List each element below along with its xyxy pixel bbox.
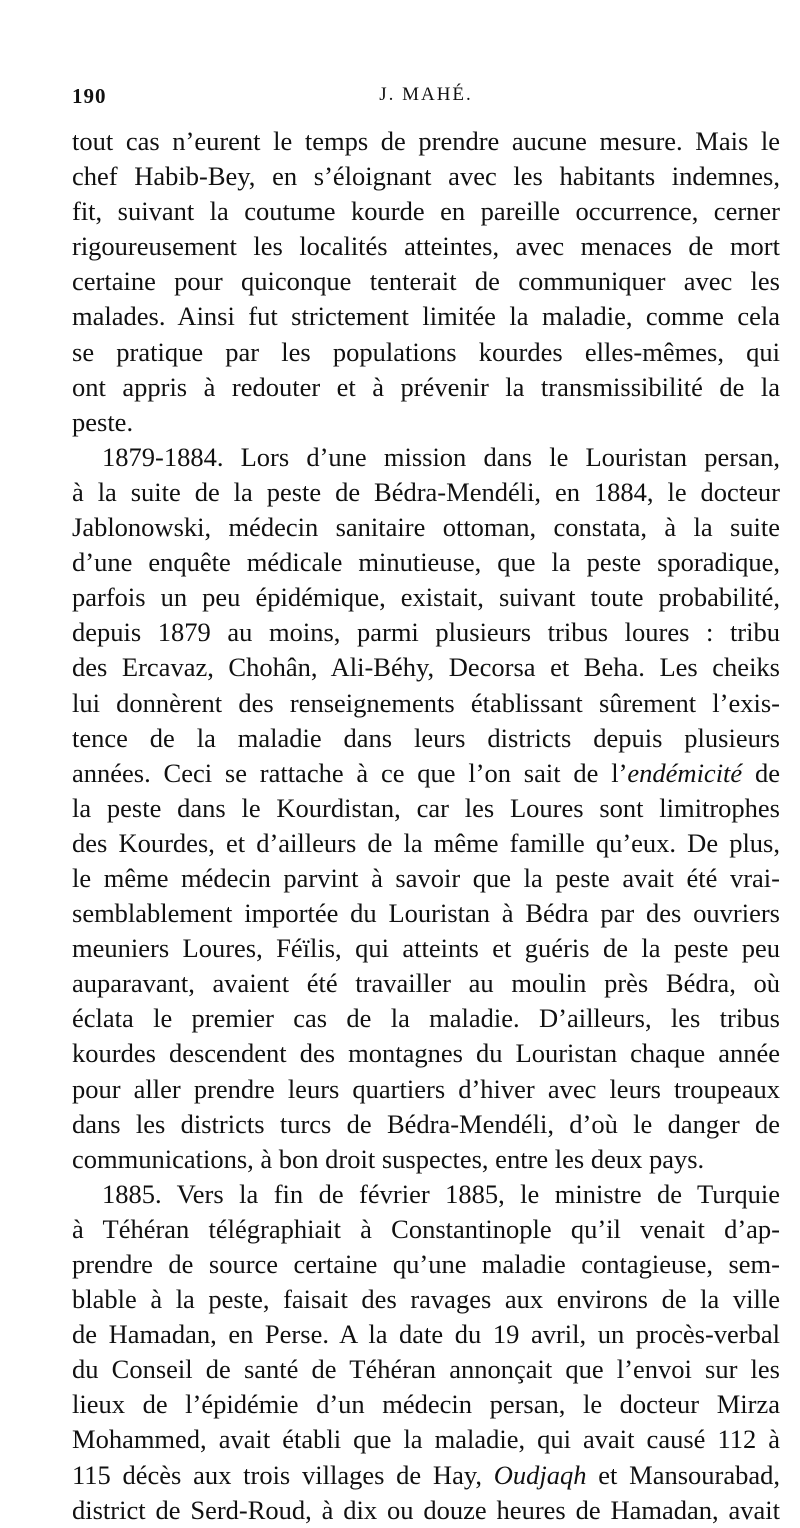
page [72, 84, 780, 1528]
text-line: meuniers Loures, Féïlis, qui atteints et guéris de la peste peu [72, 933, 780, 964]
text-line: du Conseil de santé de Téhéran annonçait que l’envoi sur les [72, 1354, 780, 1385]
text-line: 1879-1884. Lors d’une mission dans le Louristan persan, [102, 441, 780, 472]
text-line: parfois un peu épidémique, existait, suivant toute probabilité, [72, 582, 780, 613]
text-line: tout cas n’eurent le temps de prendre aucune mesure. Mais le [72, 126, 780, 156]
text-line: la peste dans le Kourdistan, car les Loures sont limitrophes [72, 792, 780, 823]
page-number: 190 [72, 84, 107, 108]
text-line: district de Serd-Roud, à dix ou douze heures de Hamadan, avait [72, 1494, 780, 1525]
body-text [72, 124, 780, 1528]
text-line: Jablonowski, médecin sanitaire ottoman, constata, à la suite [72, 512, 780, 543]
text-line: le même médecin parvint à savoir que la peste avait été vrai- [72, 862, 780, 893]
text-segment: 115 décès aux trois villages de Hay, [72, 1459, 482, 1490]
text-line: kourdes descendent des montagnes du Louristan chaque année [72, 1038, 780, 1069]
text-line: lieux de l’épidémie d’un médecin persan, le docteur Mirza [72, 1389, 780, 1420]
text-line: auparavant, avaient été travailler au moulin près Bédra, où [72, 968, 780, 999]
text-line: lui donnèrent des renseignements établissant sûrement l’exis- [72, 687, 780, 718]
emphasis-oudjaqh: Oudjaqh [493, 1459, 587, 1490]
text-line: malades. Ainsi fut strictement limitée la maladie, comme cela [72, 301, 780, 332]
running-head [72, 84, 780, 124]
text-segment: années. Ceci se rattache à ce que l’on sait de l’ [72, 757, 628, 788]
running-title: J. MAHÉ. [379, 84, 473, 105]
text-line: prendre de source certaine qu’une maladie contagieuse, sem- [72, 1249, 780, 1279]
text-line: peste. [72, 406, 134, 437]
text-line: de Hamadan, en Perse. A la date du 19 avril, un procès-verbal [72, 1319, 780, 1350]
text-line: tence de la maladie dans leurs districts depuis plusieurs [72, 722, 780, 753]
text-line: rigoureusement les localités atteintes, avec menaces de mort [72, 231, 780, 262]
text-line: pour aller prendre leurs quartiers d’hiver avec leurs troupeaux [72, 1073, 780, 1104]
text-line: semblablement importée du Louristan à Bédra par des ouvriers [72, 898, 780, 929]
text-line: à la suite de la peste de Bédra-Mendéli, en 1884, le docteur [72, 476, 780, 507]
text-line: ont appris à redouter et à prévenir la transmissibilité de la [72, 371, 780, 402]
text-line: des Ercavaz, Chohân, Ali-Béhy, Decorsa et Beha. Les cheiks [72, 652, 780, 683]
text-line: à Téhéran télégraphiait à Constantinople qu’il venait d’ap- [72, 1213, 780, 1244]
text-line: Mohammed, avait établi que la maladie, qui avait causé 112 à [72, 1424, 780, 1455]
emphasis-endemicite: endémicité [627, 757, 743, 788]
text-line: des Kourdes, et d’ailleurs de la même famille qu’eux. De plus, [72, 827, 780, 858]
text-line: fit, suivant la coutume kourde en pareille occurrence, cerner [72, 196, 780, 227]
text-segment: et Mansourabad, [586, 1459, 781, 1490]
text-line: depuis 1879 au moins, parmi plusieurs tribus loures : tribu [72, 617, 780, 648]
text-line: 1885. Vers la fin de février 1885, le ministre de Turquie [102, 1178, 780, 1209]
text-line: certaine pour quiconque tenterait de communiquer avec les [72, 266, 780, 297]
text-segment: de [742, 757, 780, 788]
text-line [72, 756, 780, 791]
text-line: dans les districts turcs de Bédra-Mendéli, d’où le danger de [72, 1108, 780, 1139]
text-line: se pratique par les populations kourdes elles-mêmes, qui [72, 336, 780, 367]
text-line: communications, à bon droit suspectes, entre les deux pays. [72, 1143, 705, 1174]
text-line: d’une enquête médicale minutieuse, que la peste sporadique, [72, 547, 780, 578]
text-line: blable à la peste, faisait des ravages aux environs de la ville [72, 1284, 780, 1315]
text-line [72, 1458, 780, 1493]
text-line: éclata le premier cas de la maladie. D’ailleurs, les tribus [72, 1003, 780, 1034]
text-line: chef Habib-Bey, en s’éloignant avec les habitants indemnes, [72, 161, 780, 192]
